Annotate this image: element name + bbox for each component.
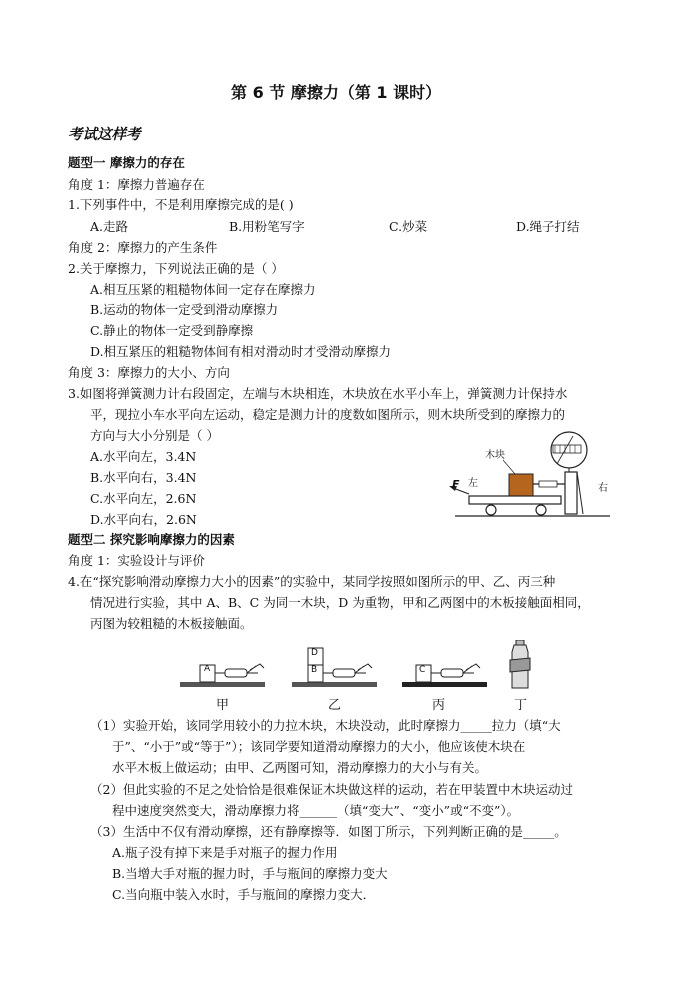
angle-label: 角度 2：摩擦力的产生条件: [68, 240, 218, 255]
figure-caption-bing: 丙: [432, 698, 446, 713]
angle-label: 角度 3：摩擦力的大小、方向: [68, 365, 230, 380]
block-label: D: [311, 648, 318, 658]
experiment-figures: [180, 640, 540, 690]
option: C.当向瓶中装入水时，手与瓶间的摩擦力变大．: [112, 887, 376, 902]
question-stem: 2.关于摩擦力，下列说法正确的是（ ）: [68, 261, 284, 276]
option: A.瓶子没有掉下来是手对瓶子的握力作用: [112, 845, 338, 860]
angle-label: 角度 1：实验设计与评价: [68, 553, 205, 568]
right-label: 右: [598, 483, 608, 494]
figure-caption-ding: 丁: [514, 698, 528, 713]
option: B.当增大手对瓶的握力时，手与瓶间的摩擦力变大: [112, 866, 388, 881]
block-label: A: [204, 664, 211, 674]
sub-question-1: 于”、“小于”或“等于”）；该同学要知道滑动摩擦力的大小，他应该使木块在: [112, 739, 526, 754]
block-label: 木块: [485, 450, 505, 461]
block-label: C: [419, 665, 426, 675]
type2-heading: 题型二 探究影响摩擦力的因素: [68, 532, 235, 547]
left-label: 左: [468, 478, 478, 489]
question-stem: 情况进行实验，其中 A、B、C 为同一木块，D 为重物，甲和乙两图中的木板接触面相同，: [90, 595, 590, 610]
question-stem: 4.在“探究影响滑动摩擦力大小的因素”的实验中，某同学按照如图所示的甲、乙、丙三种: [68, 574, 556, 589]
figure-caption-jia: 甲: [216, 698, 230, 713]
question-stem: 平，现拉小车水平向左运动，稳定是测力计的度数如图所示，则木块所受到的摩擦力的: [90, 407, 566, 422]
question-stem: 3.如图将弹簧测力计右段固定，左端与木块相连，木块放在水平小车上，弹簧测力计保持水: [68, 386, 568, 401]
figure-caption-yi: 乙: [328, 698, 342, 713]
option: C.静止的物体一定受到静摩擦: [90, 323, 254, 338]
option: B.用粉笔写字: [229, 219, 305, 234]
sub-question-2: （2）但此实验的不足之处恰恰是很难保证木块做这样的运动，若在甲装置中木块运动过: [90, 782, 573, 797]
sub-question-2: 程中速度突然变大，滑动摩擦力将______（填“变大”、“变小”或“不变”）。: [112, 803, 520, 818]
sub-question-1: 水平木板上做运动；由甲、乙两图可知，滑动摩擦力的大小与有关。: [112, 760, 488, 775]
option: B.运动的物体一定受到滑动摩擦力: [90, 302, 279, 317]
section-heading: 考试这样考: [68, 127, 141, 143]
question-stem: 1.下列事件中，不是利用摩擦完成的是( ): [68, 197, 294, 212]
force-label: F: [452, 478, 460, 491]
type1-heading: 题型一 摩擦力的存在: [68, 155, 185, 170]
question-stem: 方向与大小分别是（ ）: [90, 428, 219, 443]
angle-label: 角度 1：摩擦力普遍存在: [68, 177, 205, 192]
block-label: B: [311, 665, 318, 675]
option: D.水平向右，2.6N: [90, 512, 197, 527]
option: A.相互压紧的粗糙物体间一定存在摩擦力: [90, 282, 316, 297]
option: C.水平向左，2.6N: [90, 491, 197, 506]
option: D.相互紧压的粗糙物体间有相对滑动时才受滑动摩擦力: [90, 344, 392, 359]
page-title: 第 6 节 摩擦力（第 1 课时）: [231, 83, 442, 102]
option: B.水平向右，3.4N: [90, 470, 197, 485]
option: A.水平向左，3.4N: [90, 449, 197, 464]
question-stem: 丙图为较粗糙的木板接触面。: [90, 616, 253, 631]
option: C.炒菜: [389, 219, 428, 234]
option: D.绳子打结: [516, 219, 580, 234]
sub-question-1: （1）实验开始，该同学用较小的力拉木块，木块没动，此时摩擦力_____拉力（填“大: [90, 718, 561, 733]
option: A.走路: [90, 219, 129, 234]
sub-question-3: （3）生活中不仅有滑动摩擦，还有静摩擦等．如图丁所示，下列判断正确的是_____。: [90, 824, 567, 839]
